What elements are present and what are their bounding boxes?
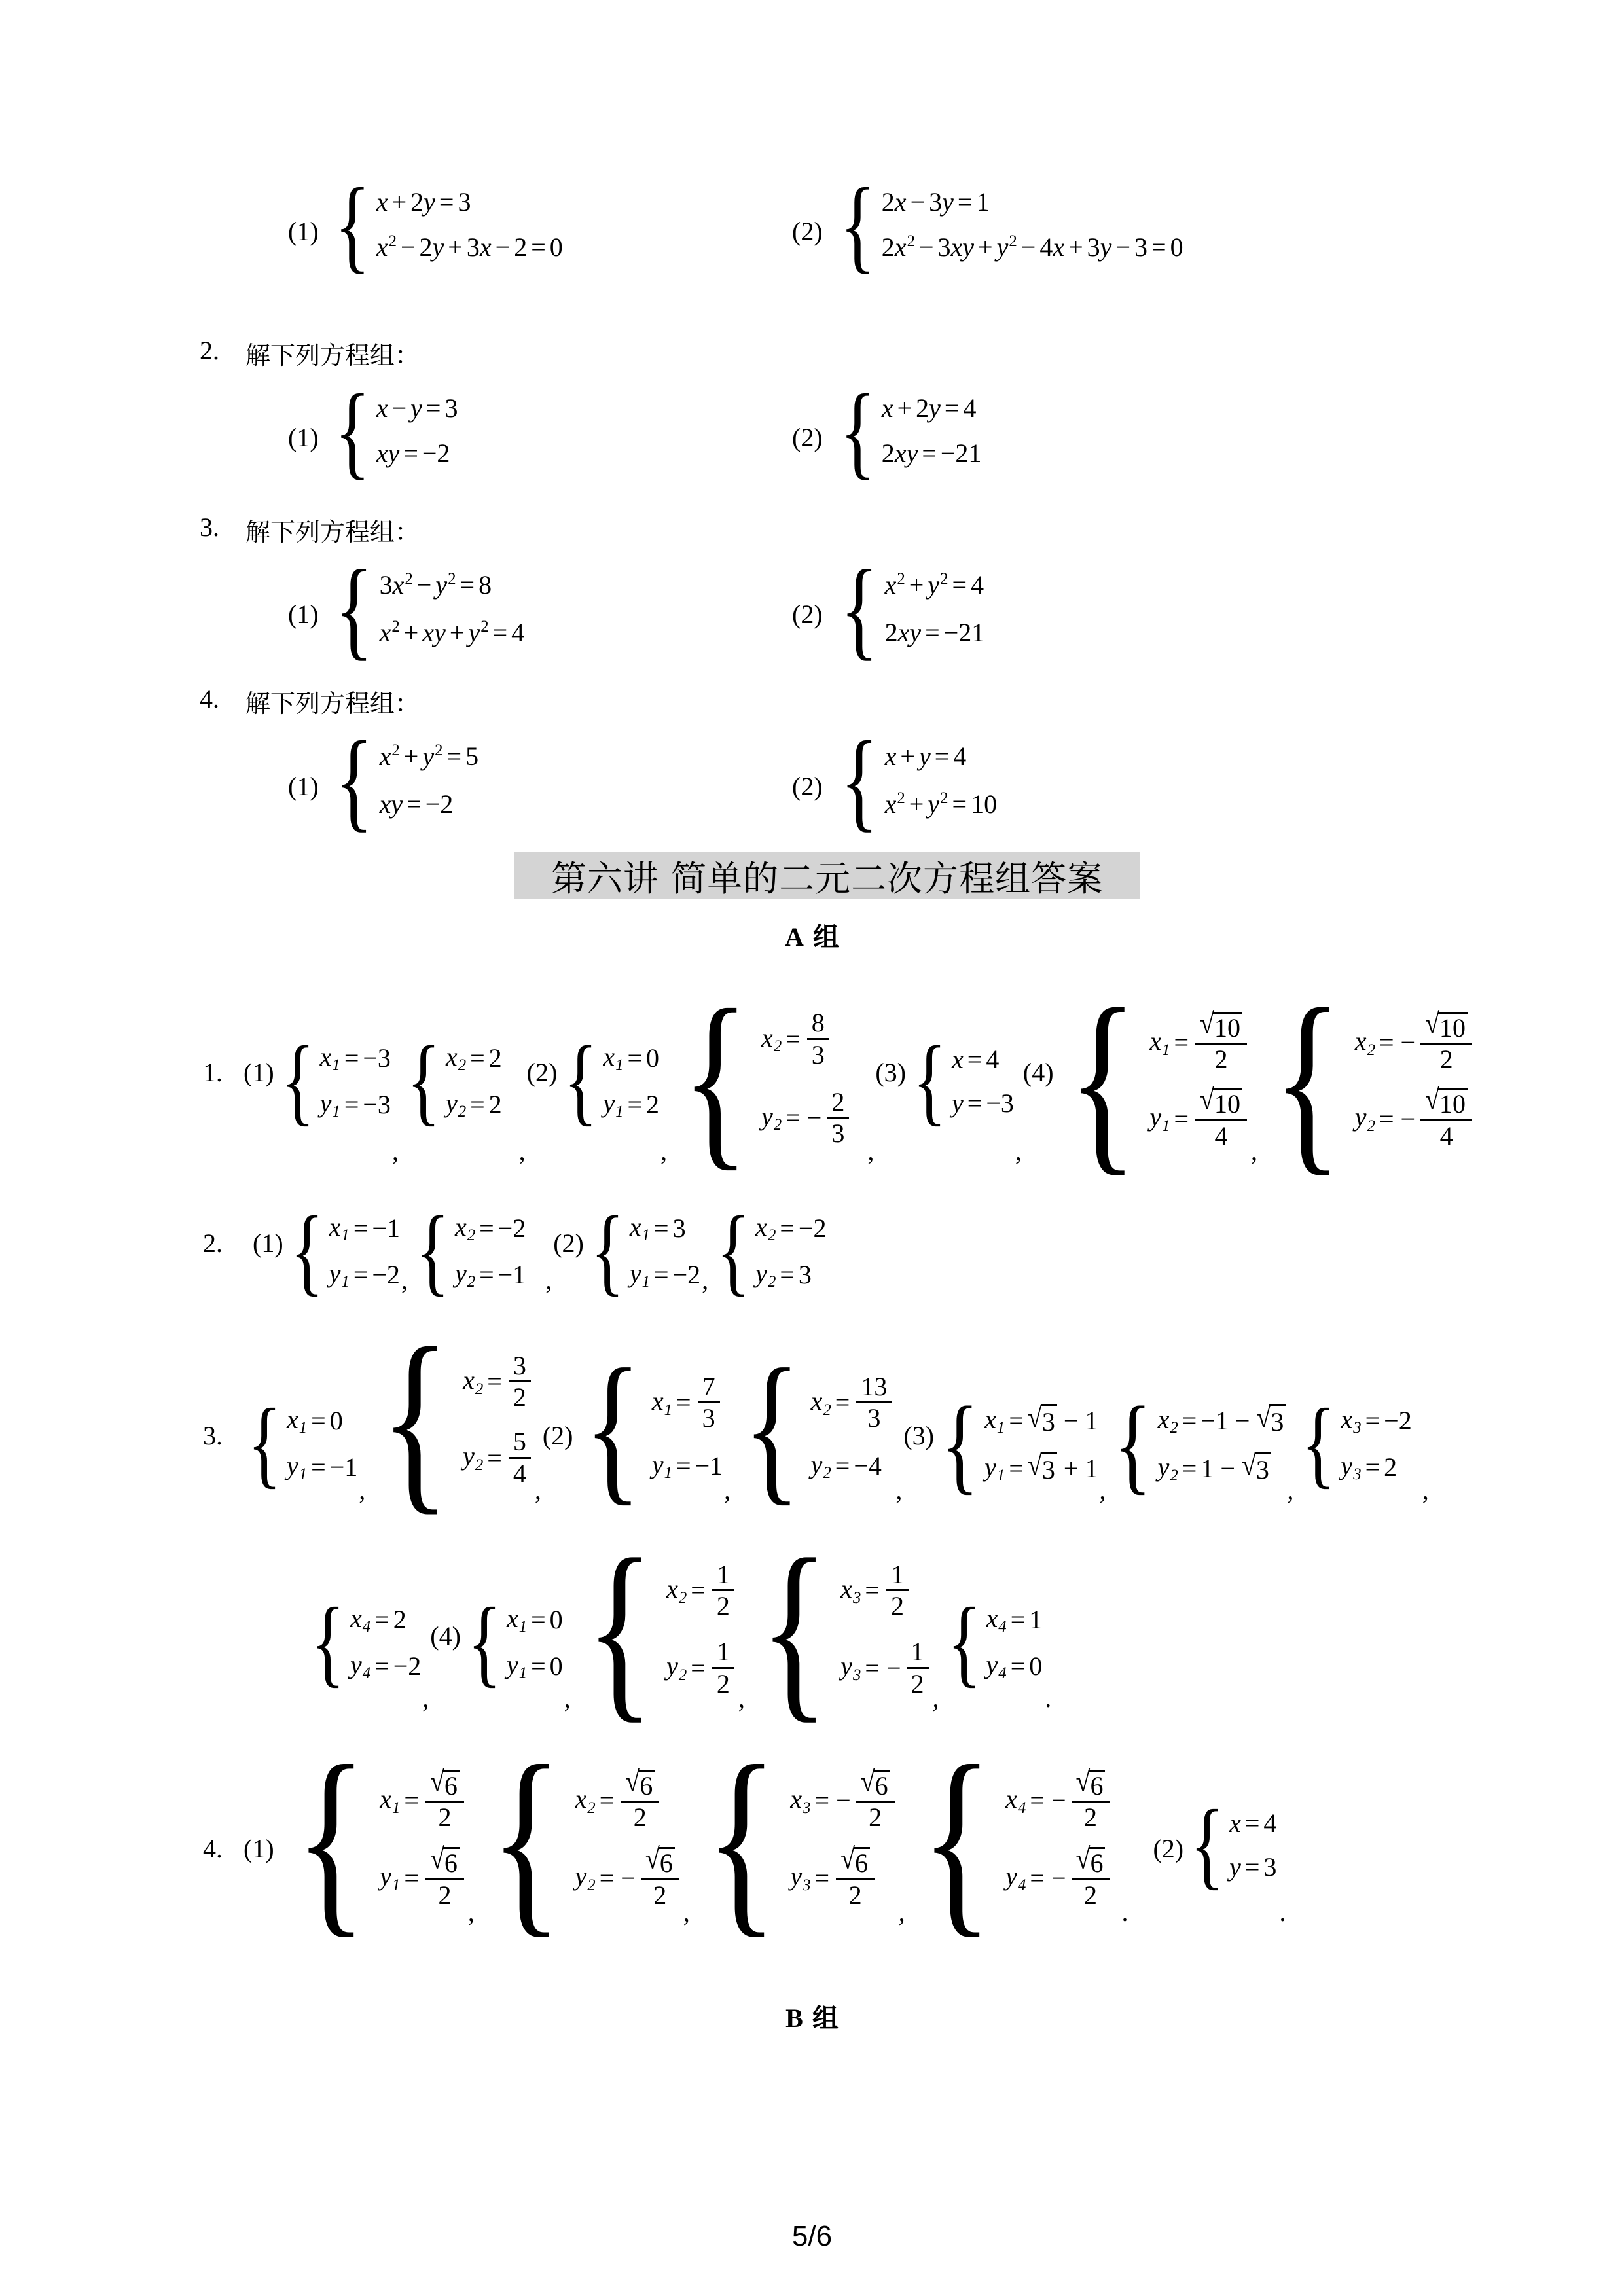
q1-part2-system: { 2 x − 3 y = 1 2 $x^2$ − 3 xy + $y^2$ − 4 x + 3 y − 3 = 0	[839, 166, 1183, 283]
equation-line: 2 $x^2$ − 3 xy + $y^2$ − 4 x + 3 y − 3 = 0	[881, 232, 1183, 262]
solution-set: { $x_3$ = − √ 6 2 $y_3$ = √ 6 2	[691, 1751, 897, 1928]
a3-p4-s3-x-num: 1	[890, 1559, 904, 1589]
solution-set: { $x_2$ = −2 $y_2$ = 3	[716, 1196, 827, 1306]
q3-part2-label: (2)	[792, 600, 823, 629]
sqrt: √ 10	[1425, 1088, 1468, 1118]
sqrt: √ 10	[1200, 1088, 1242, 1118]
a1-p4-s2-y-den: 4	[1439, 1121, 1453, 1151]
a4-p1-s3-y-rad: 6	[854, 1847, 870, 1877]
a3-p4-s4-y: 0	[1029, 1651, 1043, 1681]
sqrt: √ 6	[1076, 1847, 1106, 1877]
fraction	[827, 1088, 849, 1147]
solution-set: { $x_2$ = $\frac{3}{2}$ $y_2$ = $\frac{5}{4}$	[367, 1334, 533, 1505]
solution-set: { $x_4$ = 1 $y_4$ = 0	[947, 1588, 1043, 1697]
sqrt: √ 10	[1425, 1012, 1468, 1042]
solution-set: { x = 4 y = 3	[1190, 1790, 1277, 1899]
a2-p2-s2-y: 3	[798, 1260, 812, 1290]
answer-3-part2-label: (2)	[542, 1421, 573, 1450]
a3-s2-y-num: 5	[513, 1427, 526, 1456]
answer-4-index: 4.	[203, 1834, 223, 1863]
a1-p4-s2-x-sign: −	[1400, 1028, 1416, 1058]
q3-prompt: 解下列方程组：	[245, 518, 420, 547]
a3-p2-s1-x-den: 3	[702, 1403, 715, 1433]
sqrt: √ 6	[430, 1847, 460, 1877]
q1-part1-system: { x + 2 y = 3 $x^2$ − 2 y + 3 x − 2 = 0	[334, 166, 563, 283]
solution-set: { $x_1$ = −1 $y_1$ = −2	[289, 1196, 400, 1306]
sqrt: √ 3	[1242, 1452, 1271, 1485]
sqrt: √ 6	[625, 1770, 655, 1800]
a4-p1-s4-y-den: 2	[1083, 1880, 1097, 1910]
q1-part2-label: (2)	[792, 217, 823, 246]
a1-p1-s1-y: −3	[363, 1090, 391, 1120]
a2-p2-s2-x: −2	[798, 1213, 827, 1243]
equation-line: $x^2$ + $y^2$ = 5	[379, 741, 479, 771]
solution-set: { $x_2$ = −2 $y_2$ = −1	[416, 1196, 526, 1306]
fraction	[856, 1373, 892, 1432]
a4-p1-s2-x-den: 2	[633, 1803, 647, 1833]
a3-p4-s3-x-den: 2	[890, 1591, 904, 1621]
fraction	[886, 1561, 909, 1620]
a1-p3-y: −3	[986, 1088, 1014, 1118]
q3-number: 3.	[200, 512, 219, 542]
answer-1-part3-label: (3)	[875, 1058, 906, 1087]
a3-p3-s2-x-rad: 3	[1269, 1404, 1286, 1437]
a3-p4-s2-x-num: 1	[716, 1559, 730, 1589]
a1-p4-s1-x-den: 2	[1214, 1045, 1228, 1075]
a3-p4-s1-x: 0	[549, 1604, 563, 1634]
answer-3-part4-label: (4)	[430, 1621, 461, 1651]
a4-p1-s1-y-den: 2	[438, 1880, 452, 1910]
a1-p4-s2-x-den: 2	[1439, 1045, 1453, 1075]
a3-p3-s1-x-rad: 3	[1041, 1404, 1057, 1437]
a2-p2-s1-y: −2	[672, 1260, 701, 1290]
fraction	[621, 1765, 659, 1833]
solution-set: { $x_1$ = 3 $y_1$ = −2	[590, 1196, 701, 1306]
fraction	[1420, 1083, 1472, 1151]
solution-set: { $x_1$ = 0 $y_1$ = −1	[247, 1389, 358, 1498]
a3-p3-s3-y: 2	[1384, 1452, 1398, 1482]
a1-p2-s2-y-den: 3	[831, 1119, 845, 1149]
answer-3-part3-label: (3)	[903, 1421, 934, 1450]
a3-p4-s2-y-num: 1	[716, 1637, 730, 1666]
answer-2-part2-label: (2)	[553, 1229, 584, 1258]
fraction	[509, 1428, 531, 1487]
solution-set: { $x_2$ = $\frac{1}{2}$ $y_2$ = $\frac{1}{2}$	[572, 1545, 737, 1713]
a4-p1-s1-y-rad: 6	[443, 1847, 460, 1877]
group-b-letter: B	[785, 2003, 803, 2033]
answer-row-4: 4. (1) { $x_1$ = √ 6 2 $y_1$ = √ 6 2 , { $x_2$ = √ 6 2 $y_2$ = − √ 6 2 , { $x_3$ = − √ 6 2 $y_3$ = √ 6 2 , { $x_4$ = − √ 6 2 $y_4$ = − √ 6 2 . (2) { x = 4 y = 3 .	[203, 1723, 1286, 1955]
a1-p2-s1-x: 0	[646, 1043, 660, 1073]
group-a-heading	[0, 916, 1624, 954]
a3-p3-s1-y-post: + 1	[1063, 1454, 1098, 1484]
solution-set: { $x_1$ = √ 6 2 $y_1$ = √ 6 2	[281, 1751, 467, 1928]
a4-p1-s3-x-rad: 6	[874, 1770, 890, 1800]
fraction	[807, 1009, 829, 1068]
a2-p2-s1-x: 3	[672, 1213, 686, 1243]
q2-number: 2.	[200, 336, 219, 365]
sqrt: √ 3	[1256, 1404, 1286, 1437]
solution-set: { $x_2$ = √ 6 2 $y_2$ = − √ 6 2	[476, 1751, 682, 1928]
fraction	[1195, 1083, 1247, 1151]
a1-p4-s1-y-rad: 10	[1213, 1088, 1242, 1118]
answer-row-3a: 3. { $x_1$ = 0 $y_1$ = −1 , { $x_2$ = $\frac{3}{2}$ $y_2$ = $\frac{5}{4}$ , (2) { $x_1$ = $\frac{7}{3}$ $y_1$ = −1 , { $x_2$ = $\frac{13}{3}$ $y_2$ = −4 , (3) { $x_1$ = √ 3 − 1 $y_1$ = √ 3 + 1 , { $x_2$ = −1 − √ 3 $y_2$ = 1 − √ 3 , { $x_3$ = −2 $y_3$ = 2 ,	[203, 1307, 1429, 1532]
equation-line: 2 xy = −21	[884, 618, 985, 647]
a3-p3-s2-y-rad: 3	[1255, 1452, 1271, 1485]
answer-1-part1-label: (1)	[244, 1058, 274, 1087]
q2-prompt: 解下列方程组：	[245, 341, 420, 370]
a4-p1-s4-y-sign: −	[1051, 1863, 1066, 1893]
a3-s2-x-num: 3	[513, 1350, 526, 1380]
solution-set: { $x_2$ = $\frac{13}{3}$ $y_2$ = −4	[732, 1357, 894, 1498]
a3-p2-s1-x-num: 7	[702, 1371, 715, 1401]
sqrt: √ 3	[1028, 1404, 1057, 1437]
a3-p2-s1-y: −1	[695, 1451, 723, 1481]
a4-p1-s3-x-den: 2	[869, 1803, 882, 1833]
a4-p2-x: 4	[1263, 1808, 1277, 1838]
a3-p4-s3-y-num: 1	[911, 1637, 924, 1666]
answer-1-index: 1.	[203, 1058, 223, 1087]
a2-p1-s2-y: −1	[497, 1260, 526, 1290]
a4-p1-s4-y-rad: 6	[1089, 1847, 1105, 1877]
fraction	[1195, 1007, 1247, 1075]
a1-p2-s2-x-num: 8	[811, 1008, 825, 1038]
equation-line: xy = −2	[376, 439, 450, 468]
answer-1-part4-label: (4)	[1022, 1058, 1054, 1087]
equation-line: $x^2$ + $y^2$ = 4	[884, 569, 984, 600]
fraction	[641, 1842, 679, 1910]
a1-p4-s2-y-rad: 10	[1438, 1088, 1468, 1118]
q4-part2-label: (2)	[792, 772, 823, 801]
q2-part2-system: { x + 2 y = 4 2 xy = −21	[839, 372, 982, 489]
solution-set: { $x_1$ = 0 $y_1$ = 2	[564, 1026, 660, 1136]
group-b-heading	[0, 1998, 1624, 2035]
solution-set: { $x_2$ = −1 − √ 3 $y_2$ = 1 − √ 3	[1107, 1399, 1286, 1490]
q4-number: 4.	[200, 684, 219, 713]
solution-set: { $x_3$ = −2 $y_3$ = 2	[1301, 1389, 1412, 1498]
group-b-cn: 组	[812, 2003, 839, 2034]
solution-set: { $x_3$ = $\frac{1}{2}$ $y_3$ = − $\frac{1}{2}$	[746, 1545, 931, 1713]
equation-line: x + 2 y = 4	[881, 393, 977, 423]
page-footer: 5/6	[791, 2220, 833, 2252]
a3-s1-y: −1	[329, 1452, 358, 1482]
answer-4-part2-label: (2)	[1153, 1834, 1184, 1863]
q3-part1-system: { 3 $x^2$ − $y^2$ = 8 $x^2$ + xy + $y^2$ = 4	[334, 547, 525, 670]
fraction	[425, 1842, 464, 1910]
equation-line: $x^2$ − 2 y + 3 x − 2 = 0	[376, 232, 563, 262]
group-a-letter: A	[785, 922, 804, 952]
a3-p4-s3-y-den: 2	[911, 1668, 924, 1698]
sqrt: √ 10	[1200, 1012, 1242, 1042]
a1-p2-s1-y: 2	[646, 1090, 660, 1120]
q1-part1-label: (1)	[288, 217, 319, 246]
fraction	[836, 1842, 875, 1910]
a3-p3-s4-x: 2	[393, 1604, 406, 1634]
equation-line: 2 x − 3 y = 1	[881, 187, 990, 217]
sqrt: √ 6	[861, 1770, 890, 1800]
equation-line: 2 xy = −21	[881, 439, 982, 468]
a4-p1-s2-y-rad: 6	[659, 1847, 675, 1877]
a3-p4-s2-y-den: 2	[716, 1668, 730, 1698]
a4-p1-s2-y-den: 2	[653, 1880, 667, 1910]
a3-p3-s2-x-pre: −1 −	[1200, 1405, 1250, 1435]
a3-p4-s1-y: 0	[549, 1651, 563, 1681]
sqrt: √ 6	[840, 1847, 870, 1877]
equation-line: 3 $x^2$ − $y^2$ = 8	[379, 569, 492, 600]
a4-p1-s2-y-sign: −	[621, 1863, 636, 1893]
a3-s1-x: 0	[329, 1405, 343, 1435]
q2-part1-label: (1)	[288, 423, 319, 452]
equation-line: xy = −2	[379, 789, 454, 819]
solution-set: { $x_1$ = √ 10 2 $y_1$ = √ 10 4	[1054, 995, 1250, 1166]
equation-line: x + y = 4	[884, 742, 967, 771]
q2-part1-system: { x − y = 3 xy = −2	[334, 372, 458, 489]
answer-row-3b: { $x_4$ = 2 $y_4$ = −2 , (4) { $x_1$ = 0 $y_1$ = 0 , { $x_2$ = $\frac{1}{2}$ $y_2$ = $\frac{1}{2}$ , { $x_3$ = $\frac{1}{2}$ $y_3$ = − $\frac{1}{2}$ , { $x_4$ = 1 $y_4$ = 0 .	[304, 1545, 1054, 1713]
a1-p1-s1-x: −3	[363, 1043, 391, 1073]
sqrt: √ 6	[430, 1770, 460, 1800]
a1-p3-x: 4	[986, 1045, 1000, 1074]
a4-p1-s4-x-rad: 6	[1089, 1770, 1105, 1800]
a3-p3-s2-y-pre: 1 −	[1200, 1454, 1235, 1484]
sqrt: √ 3	[1028, 1452, 1057, 1485]
sqrt: √ 6	[645, 1847, 675, 1877]
equation-line: $x^2$ + xy + $y^2$ = 4	[379, 617, 525, 647]
a3-p2-s2-x-num: 13	[861, 1371, 888, 1401]
a3-p2-s2-y: −4	[854, 1451, 882, 1481]
q3-part1-label: (1)	[288, 600, 319, 629]
equation-line: $x^2$ + $y^2$ = 10	[884, 789, 998, 819]
solution-set: { $x_1$ = √ 3 − 1 $y_1$ = √ 3 + 1	[941, 1384, 1098, 1504]
q4-part1-system: { $x^2$ + $y^2$ = 5 xy = −2	[334, 718, 479, 842]
a2-p1-s2-x: −2	[497, 1213, 526, 1243]
answer-row-2: 2. (1) { $x_1$ = −1 $y_1$ = −2 , { $x_2$ = −2 $y_2$ = −1 , (2) { $x_1$ = 3 $y_1$ = −2 , { $x_2$ = −2 $y_2$ = 3	[203, 1196, 827, 1306]
fraction	[907, 1638, 929, 1697]
a3-p4-s2-x-den: 2	[716, 1591, 730, 1621]
a2-p1-s1-x: −1	[372, 1213, 400, 1243]
a1-p2-s2-x-den: 3	[811, 1039, 825, 1069]
fraction	[1072, 1765, 1110, 1833]
equation-line: x − y = 3	[376, 393, 458, 423]
fraction	[712, 1638, 734, 1697]
a3-s2-x-den: 2	[513, 1382, 526, 1412]
q4-part1-label: (1)	[288, 772, 319, 801]
a3-p3-s4-y: −2	[393, 1651, 422, 1681]
solution-set: { $x_1$ = $\frac{7}{3}$ $y_1$ = −1	[584, 1335, 723, 1520]
a4-p1-s2-x-rad: 6	[638, 1770, 655, 1800]
solution-set: { $x_2$ = − √ 10 2 $y_2$ = − √ 10 4	[1259, 995, 1475, 1166]
q4-prompt: 解下列方程组：	[245, 689, 420, 718]
a4-p1-s4-x-sign: −	[1051, 1785, 1066, 1816]
fraction	[698, 1373, 720, 1432]
a3-p4-s3-y-sign: −	[886, 1653, 901, 1683]
q2-part2-label: (2)	[792, 423, 823, 452]
a1-p4-s2-x-rad: 10	[1438, 1012, 1468, 1042]
answer-2-index: 2.	[203, 1229, 223, 1258]
section-title-banner: 第六讲 简单的二元二次方程组答案	[514, 852, 1140, 899]
answer-1-part2-label: (2)	[526, 1058, 558, 1087]
group-a-cn: 组	[812, 922, 839, 952]
solution-set: { $x_2$ = $\frac{8}{3}$ $y_2$ = − $\frac{2}{3}$	[668, 995, 852, 1162]
answer-2-part1-label: (1)	[253, 1229, 283, 1258]
solution-set: { x = 4 y = −3	[912, 1026, 1014, 1136]
a1-p4-s1-x-rad: 10	[1213, 1012, 1242, 1042]
a4-p1-s4-x-den: 2	[1083, 1803, 1097, 1833]
answer-4-part1-label: (1)	[244, 1834, 274, 1863]
a3-p4-s4-x: 1	[1029, 1604, 1043, 1634]
solution-set: { $x_2$ = 2 $y_2$ = 2	[406, 1026, 502, 1136]
fraction	[1072, 1842, 1110, 1910]
answer-row-1: 1. (1) { $x_1$ = −3 $y_1$ = −3 , { $x_2$ = 2 $y_2$ = 2 , (2) { $x_1$ = 0 $y_1$ = 2 , { $x_2$ = $\frac{8}{3}$ $y_2$ = − $\frac{2}{3}$ , (3) { x = 4 y = −3 , (4) { $x_1$ = √ 10 2 $y_1$ = √ 10 4 , { $x_2$ = − √ 10 2 $y_2$ = − √ 10 4	[203, 995, 1475, 1166]
fraction	[856, 1765, 895, 1833]
a3-p3-s3-x: −2	[1384, 1405, 1412, 1435]
q4-part2-system: { x + y = 4 $x^2$ + $y^2$ = 10	[840, 718, 998, 842]
a4-p1-s1-x-rad: 6	[443, 1770, 460, 1800]
a3-p3-s1-x-post: − 1	[1063, 1405, 1098, 1435]
a1-p1-s2-y: 2	[488, 1090, 502, 1120]
q3-part2-system: { $x^2$ + $y^2$ = 4 2 xy = −21	[840, 547, 985, 670]
fraction	[1420, 1007, 1472, 1075]
solution-set: { $x_1$ = 0 $y_1$ = 0	[467, 1588, 563, 1697]
equation-line: x + 2 y = 3	[376, 187, 471, 217]
a4-p1-s3-y-den: 2	[848, 1880, 862, 1910]
fraction	[509, 1352, 531, 1411]
a3-p3-s1-y-rad: 3	[1041, 1452, 1057, 1485]
fraction	[425, 1765, 464, 1833]
a1-p1-s2-x: 2	[488, 1043, 502, 1073]
a4-p1-s3-x-sign: −	[836, 1785, 851, 1816]
a1-p4-s1-y-den: 4	[1214, 1121, 1228, 1151]
answer-3-index: 3.	[203, 1421, 223, 1450]
a1-p4-s2-y-sign: −	[1400, 1103, 1416, 1134]
fraction	[712, 1561, 734, 1620]
a4-p1-s1-x-den: 2	[438, 1803, 452, 1833]
a3-p2-s2-x-den: 3	[867, 1403, 881, 1433]
a3-s2-y-den: 4	[513, 1458, 526, 1488]
a4-p2-y: 3	[1263, 1852, 1277, 1882]
sqrt: √ 6	[1076, 1770, 1106, 1800]
solution-set: { $x_4$ = 2 $y_4$ = −2	[311, 1588, 422, 1697]
solution-set: { $x_1$ = −3 $y_1$ = −3	[280, 1026, 391, 1136]
a2-p1-s1-y: −2	[372, 1260, 400, 1290]
solution-set: { $x_4$ = − √ 6 2 $y_4$ = − √ 6 2	[907, 1751, 1113, 1928]
a1-p2-s2-y-num: 2	[831, 1086, 845, 1117]
a1-p2-s2-y-sign: −	[806, 1103, 822, 1133]
